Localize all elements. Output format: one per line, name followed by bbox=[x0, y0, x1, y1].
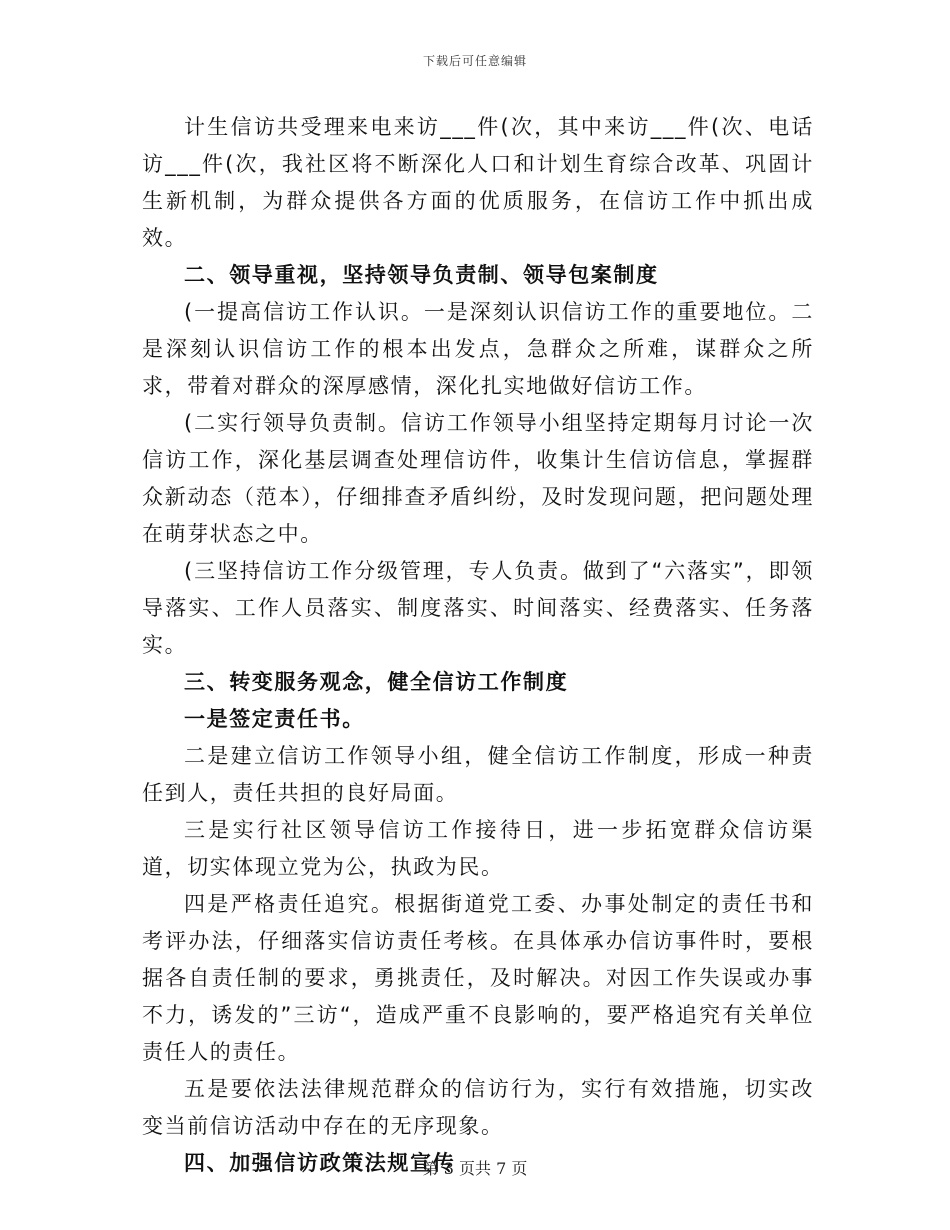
paragraph-item-2: (二实行领导负责制。信访工作领导小组坚持定期每月讨论一次信访工作，深化基层调查处理信访件，收集计生信访信息，掌握群众新动态（范本），仔细排查矛盾纠纷，及时发现问题，把问题处理在萌芽状态之中。 bbox=[142, 411, 814, 546]
paragraph-item-1: (一提高信访工作认识。一是深刻认识信访工作的重要地位。二是深刻认识信访工作的根本出发点，急群众之所难，谋群众之所求，带着对群众的深厚感情，深化扎实地做好信访工作。 bbox=[142, 300, 814, 398]
paragraph-point-3: 三是实行社区领导信访工作接待日，进一步拓宽群众信访渠道，切实体现立党为公，执政为民。 bbox=[142, 818, 814, 879]
subheading-responsibility: 一是签定责任书。 bbox=[184, 707, 365, 731]
page-footer: 第 3 页共 7 页 bbox=[422, 1159, 528, 1178]
section-heading-4: 四、加强信访政策法规宣传 bbox=[184, 1151, 456, 1175]
paragraph-point-5: 五是要依法法律规范群众的信访行为，实行有效措施，切实改变当前信访活动中存在的无序现象。 bbox=[142, 1077, 814, 1138]
paragraph-intro: 计生信访共受理来电来访___件(次，其中来访___件(次、电话访___件(次，我社区将不断深化人口和计划生育综合改革、巩固计生新机制，为群众提供各方面的优质服务，在信访工作中抓出成效。 bbox=[142, 115, 814, 250]
paragraph-point-2: 二是建立信访工作领导小组，健全信访工作制度，形成一种责任到人，责任共担的良好局面。 bbox=[142, 744, 814, 805]
paragraph-item-3: (三坚持信访工作分级管理，专人负责。做到了“六落实”，即领导落实、工作人员落实、制度落实、时间落实、经费落实、任务落实。 bbox=[142, 559, 814, 657]
page-header: 下载后可任意编辑 bbox=[422, 54, 527, 68]
paragraph-point-4: 四是严格责任追究。根据街道党工委、办事处制定的责任书和考评办法，仔细落实信访责任考核。在具体承办信访事件时，要根据各自责任制的要求，勇挑责任，及时解决。对因工作失误或办事不力，诱发的”三访“，造成严重不良影响的，要严格追究有关单位责任人的责任。 bbox=[142, 892, 814, 1064]
document-body bbox=[142, 109, 814, 1182]
section-heading-2: 二、领导重视，坚持领导负责制、领导包案制度 bbox=[184, 263, 659, 287]
section-heading-3: 三、转变服务观念，健全信访工作制度 bbox=[184, 670, 569, 694]
